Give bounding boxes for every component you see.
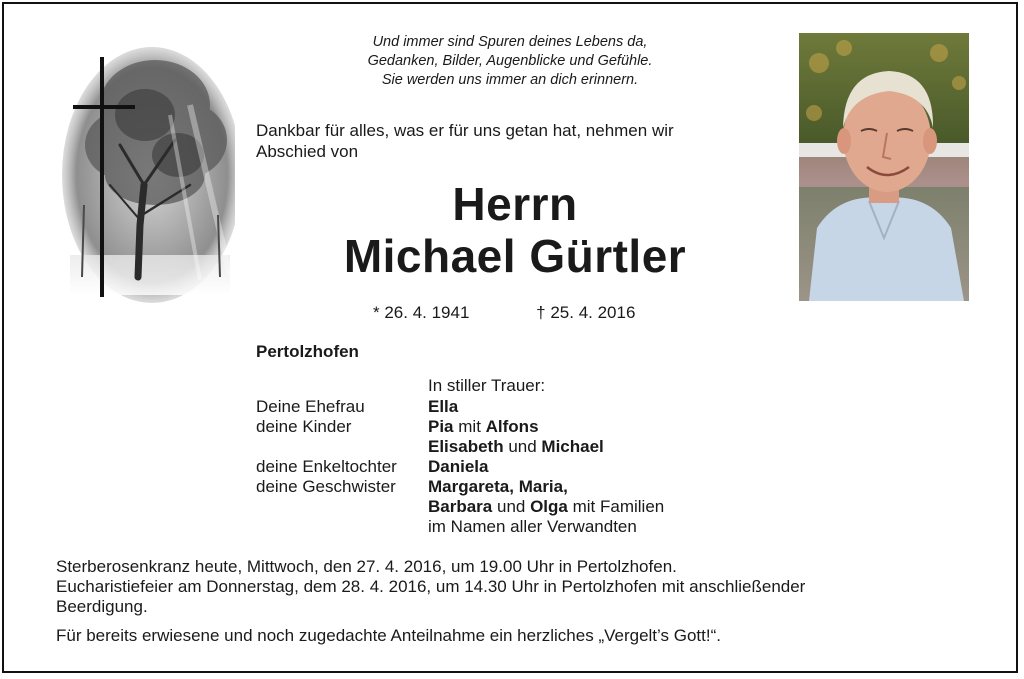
tree-illustration <box>60 45 235 307</box>
birth-date: * 26. 4. 1941 <box>373 303 470 322</box>
mourner-names <box>428 497 664 517</box>
mourner-relation: deine Kinder <box>256 417 352 436</box>
mourner-connector: und <box>503 437 542 456</box>
mourner-connector: im Namen aller Verwandten <box>428 517 637 536</box>
mourner-name: Olga <box>530 497 568 516</box>
motto-verse <box>300 33 720 90</box>
deceased-name-block <box>280 178 750 282</box>
deceased-name: Michael Gürtler <box>343 230 687 282</box>
mourner-connector: mit Familien <box>567 497 665 516</box>
mourner-name: Daniela <box>428 457 489 476</box>
death-date: † 25. 4. 2016 <box>536 303 636 322</box>
salutation: Herrn <box>452 178 578 230</box>
mourner-relation: Deine Ehefrau <box>256 397 365 416</box>
place-name: Pertolzhofen <box>256 342 359 361</box>
mourner-name: Michael <box>541 437 604 456</box>
motto-line-2: Gedanken, Bilder, Augenblicke und Gefühle. <box>367 53 653 69</box>
mourner-names <box>428 437 604 457</box>
mourner-name: Pia <box>428 417 454 436</box>
intro-line-2: Abschied von <box>256 142 359 161</box>
portrait-photo <box>799 33 969 301</box>
mourner-name: Elisabeth <box>428 437 504 456</box>
mass-notice: Eucharistiefeier am Donnerstag, dem 28. 4. 2016, um 14.30 Uhr in Pertolzhofen mit anschließender <box>56 577 806 596</box>
mourner-names <box>428 477 568 497</box>
mourner-name: Ella <box>428 397 459 416</box>
intro-line-1: Dankbar für alles, was er für uns getan hat, nehmen wir <box>256 121 674 140</box>
mourner-connector: mit <box>453 417 486 436</box>
mourner-names <box>428 417 539 437</box>
motto-line-1: Und immer sind Spuren deines Lebens da, <box>372 34 648 50</box>
mourner-name: Margareta, Maria, <box>428 477 568 496</box>
mass-notice-continued: Beerdigung. <box>56 597 148 616</box>
mourner-names <box>428 457 488 477</box>
mourner-name: Alfons <box>485 417 539 436</box>
intro-text <box>256 120 776 162</box>
life-dates <box>373 302 635 323</box>
tree-cross-image <box>60 45 235 307</box>
portrait-illustration <box>799 33 969 301</box>
mourning-heading: In stiller Trauer: <box>428 376 546 395</box>
motto-line-3: Sie werden uns immer an dich erinnern. <box>381 72 639 88</box>
mourner-names <box>428 517 637 537</box>
rosary-notice: Sterberosenkranz heute, Mittwoch, den 27. 4. 2016, um 19.00 Uhr in Pertolzhofen. <box>56 557 677 576</box>
thanks-notice: Für bereits erwiesene und noch zugedachte Anteilnahme ein herzliches „Vergelt’s Gott!“. <box>56 626 721 645</box>
mourner-name: Barbara <box>428 497 493 516</box>
mourner-names <box>428 397 458 417</box>
mourner-relation: deine Geschwister <box>256 477 396 496</box>
mourner-connector: und <box>492 497 531 516</box>
mourner-relation: deine Enkeltochter <box>256 457 397 476</box>
